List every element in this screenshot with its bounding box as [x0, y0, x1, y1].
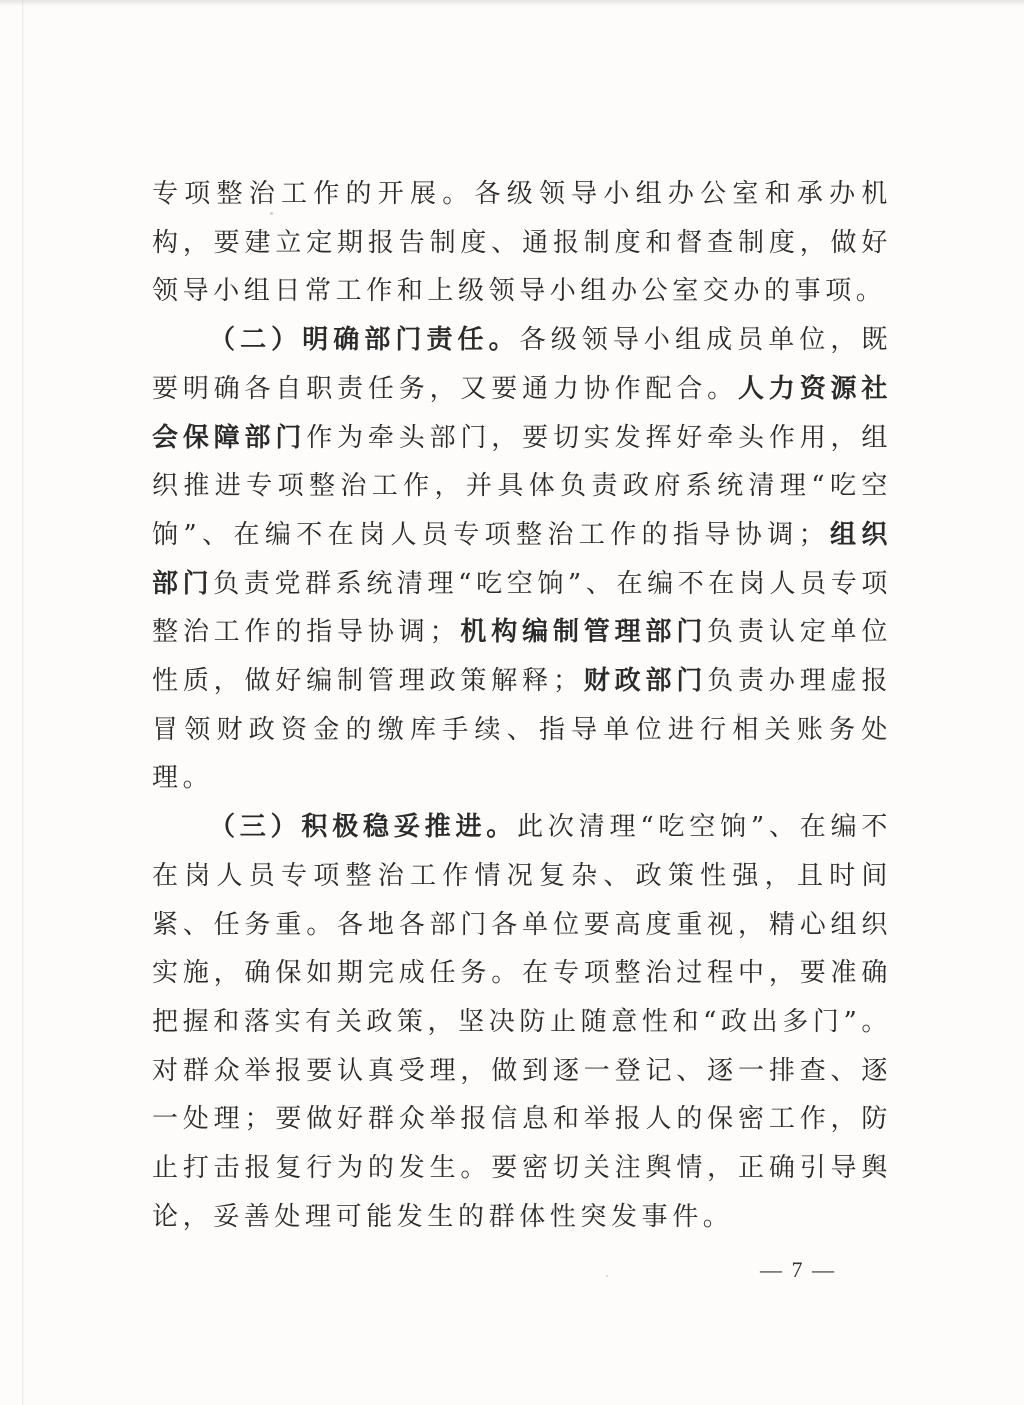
department-finance: 财政部门: [583, 666, 708, 697]
paragraph-text: 负责党群系统清理“吃空饷”、在编不在岗人员专项整治工作的指导协调；: [152, 568, 892, 648]
paragraph-continuation: 专项整治工作的开展。各级领导小组办公室和承办机构，要建立定期报告制度、通报制度和督查制度，做好领导小组日常工作和上级领导小组办公室交办的事项。: [152, 179, 892, 307]
paragraph-text: 各级领导小组成员单位，既要明确各自职责任务，又要通力协作配合。: [152, 325, 892, 404]
department-organization: 组织部门: [152, 519, 892, 599]
page-number: — 7 —: [760, 1257, 836, 1282]
section-heading-2: （二）明确部门责任。: [209, 325, 520, 356]
paragraph-steady-progress: [152, 803, 892, 1241]
paragraph-text: 负责办理虚报冒领财政资金的缴库手续、指导单位进行相关账务处理。: [152, 666, 893, 794]
paragraph-text: 此次清理“吃空饷”、在编不在岗人员专项整治工作情况复杂、政策性强，且时间紧、任务重。各地各部门各单位要高度重视，精心组织实施，确保如期完成任务。在专项整治过程中，要准确把握和落实有关政策，坚决防止随意性和“政出多门”。对群众举报要认真受理，做到逐一登记、逐一排查、逐一处理；要做好群众举报信息和举报人的保密工作，防止打击报复行为的发生。要密切关注舆情，正确引导舆论，妥善处理可能发生的群体性突发事件。: [152, 812, 892, 1232]
paragraph-text: 作为牵头部门，要切实发挥好牵头作用，组织推进专项整治工作，并具体负责政府系统清理“吃空饷”、在编不在岗人员专项整治工作的指导协调；: [152, 422, 892, 550]
binding-fold-line: [22, 0, 24, 1405]
scan-speck: [606, 1275, 608, 1277]
section-heading-3: （三）积极稳妥推进。: [209, 812, 518, 843]
scan-edge: [0, 0, 1024, 6]
document-body: [152, 170, 892, 1241]
department-staffing: 机构编制管理部门: [460, 617, 708, 648]
paragraph-text: 负责认定单位性质，做好编制管理政策解释；: [152, 617, 892, 697]
paragraph-department-responsibility: [152, 316, 892, 803]
department-hrss: 人力资源社会保障部门: [152, 373, 892, 453]
